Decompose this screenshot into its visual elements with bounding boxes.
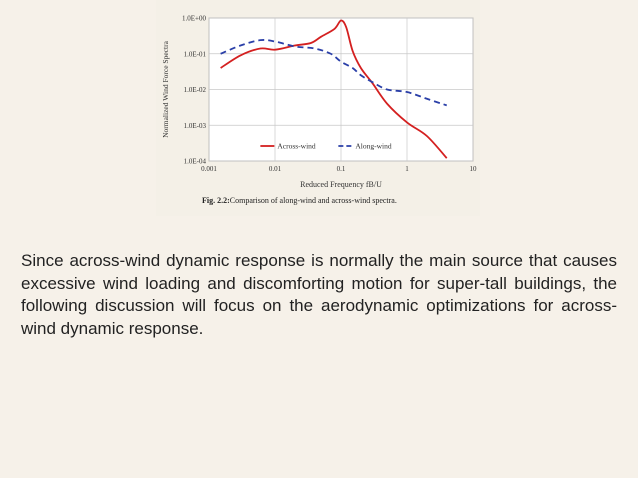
- x-tick-label: 0.01: [268, 165, 282, 173]
- caption-label: Fig. 2.2:: [202, 196, 230, 205]
- y-tick-label: 1.0E-01: [183, 50, 206, 59]
- y-tick-label: 1.0E-02: [183, 86, 206, 94]
- x-axis-label: Reduced Frequency fB/U: [300, 180, 382, 189]
- y-tick-label: 1.0E-03: [183, 121, 206, 130]
- legend-label-across-wind: Across-wind: [277, 141, 316, 151]
- x-tick-label: 0.1: [336, 165, 346, 173]
- figure-caption: [202, 196, 397, 205]
- spectra-chart: [156, 0, 480, 216]
- y-tick-label: 1.0E+00: [182, 14, 206, 23]
- body-paragraph: Since across-wind dynamic response is normally the main source that causes excessive wind loading and discomforting motion for super-tall buildings, the following discussion will focus on the aerodynamic optimizations for across-wind dynamic response.: [21, 251, 617, 338]
- y-tick-label: 1.0E-04: [183, 157, 206, 166]
- y-axis-label: Normalized Wind Force Spectra: [161, 41, 170, 138]
- legend-label-along-wind: Along-wind: [355, 141, 392, 151]
- x-tick-label: 0.001: [201, 165, 217, 173]
- caption-text: Comparison of along-wind and across-wind spectra.: [229, 196, 397, 205]
- x-tick-label: 1: [405, 165, 409, 173]
- x-tick-label: 10: [469, 165, 477, 173]
- figure: [156, 0, 480, 216]
